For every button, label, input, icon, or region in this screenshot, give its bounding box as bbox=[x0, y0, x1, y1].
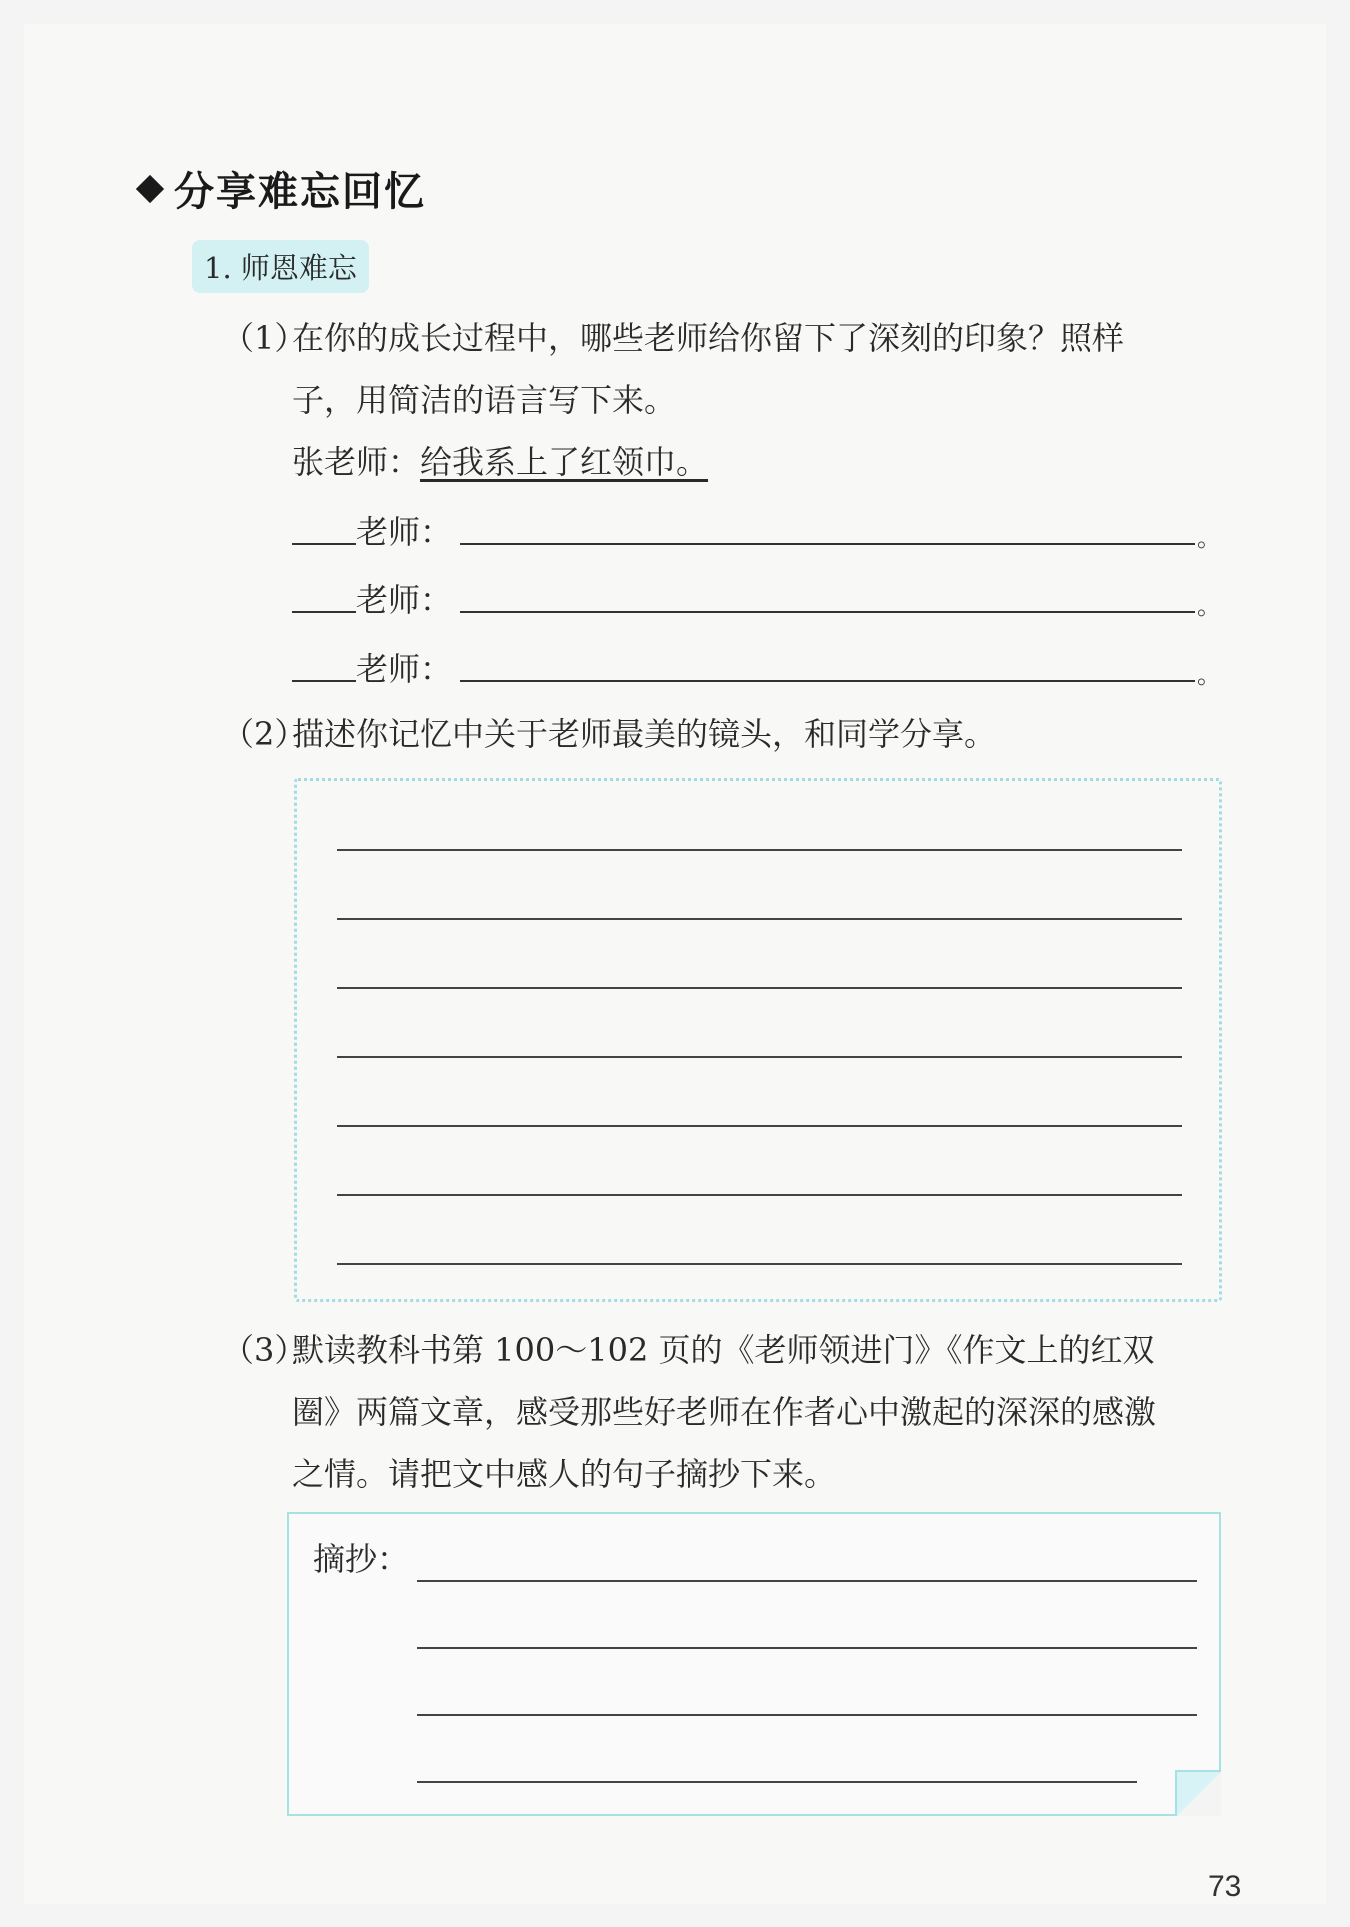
teacher-fill-row bbox=[292, 640, 1221, 690]
writing-line[interactable] bbox=[337, 849, 1182, 851]
writing-area[interactable] bbox=[294, 778, 1222, 1302]
question-1 bbox=[222, 308, 1227, 368]
question-3-text: 默读教科书第 100～102 页的《老师领进门》《作文上的红双 bbox=[292, 1331, 1155, 1369]
question-1-number: （1） bbox=[222, 319, 307, 357]
question-3-text-continued-2: 之情。请把文中感人的句子摘抄下来。 bbox=[292, 1455, 837, 1493]
question-2-number: （2） bbox=[222, 715, 307, 753]
writing-line[interactable] bbox=[337, 1125, 1182, 1127]
example-answer-row bbox=[292, 432, 708, 492]
question-1-text: 在你的成长过程中，哪些老师给你留下了深刻的印象？照样 bbox=[292, 319, 1125, 357]
teacher-label: 老师： bbox=[356, 581, 453, 619]
writing-line[interactable] bbox=[337, 1194, 1182, 1196]
teacher-fill-row bbox=[292, 571, 1221, 621]
teacher-fill-row bbox=[292, 503, 1221, 553]
question-3-text-continued: 圈》两篇文章，感受那些好老师在作者心中激起的深深的感激 bbox=[292, 1393, 1157, 1431]
copy-line[interactable] bbox=[417, 1714, 1197, 1716]
question-2-text: 描述你记忆中关于老师最美的镜头，和同学分享。 bbox=[292, 715, 997, 753]
teacher-label: 老师： bbox=[356, 513, 453, 551]
example-label: 张老师： bbox=[292, 443, 421, 481]
writing-line[interactable] bbox=[337, 918, 1182, 920]
question-3-number: （3） bbox=[222, 1331, 307, 1369]
copy-line[interactable] bbox=[417, 1647, 1197, 1649]
diamond-bullet-icon bbox=[136, 174, 164, 202]
writing-line[interactable] bbox=[337, 1056, 1182, 1058]
period: 。 bbox=[1197, 592, 1222, 620]
question-3 bbox=[222, 1320, 1227, 1380]
section-title-text: 分享难忘回忆 bbox=[174, 169, 426, 215]
copy-label: 摘抄： bbox=[313, 1540, 410, 1578]
question-2 bbox=[222, 704, 996, 764]
period: 。 bbox=[1197, 524, 1222, 552]
copy-line[interactable] bbox=[417, 1580, 1197, 1582]
teacher-answer-blank[interactable] bbox=[460, 543, 1195, 545]
teacher-label: 老师： bbox=[356, 650, 453, 688]
question-1-text-continued: 子，用简洁的语言写下来。 bbox=[292, 381, 677, 419]
teacher-name-blank[interactable] bbox=[292, 543, 356, 545]
teacher-name-blank[interactable] bbox=[292, 611, 356, 613]
teacher-name-blank[interactable] bbox=[292, 680, 356, 682]
copy-line[interactable] bbox=[417, 1781, 1137, 1783]
teacher-answer-blank[interactable] bbox=[460, 611, 1195, 613]
period: 。 bbox=[1197, 661, 1222, 689]
example-answer: 给我系上了红领巾。 bbox=[420, 443, 709, 481]
sub-heading: 1. 师恩难忘 bbox=[192, 240, 369, 293]
page-number: 73 bbox=[1208, 1870, 1242, 1903]
teacher-answer-blank[interactable] bbox=[460, 680, 1195, 682]
section-title bbox=[140, 160, 426, 217]
page-curl-icon bbox=[1175, 1770, 1221, 1816]
writing-line[interactable] bbox=[337, 987, 1182, 989]
copy-box bbox=[287, 1512, 1221, 1816]
writing-line[interactable] bbox=[337, 1263, 1182, 1265]
